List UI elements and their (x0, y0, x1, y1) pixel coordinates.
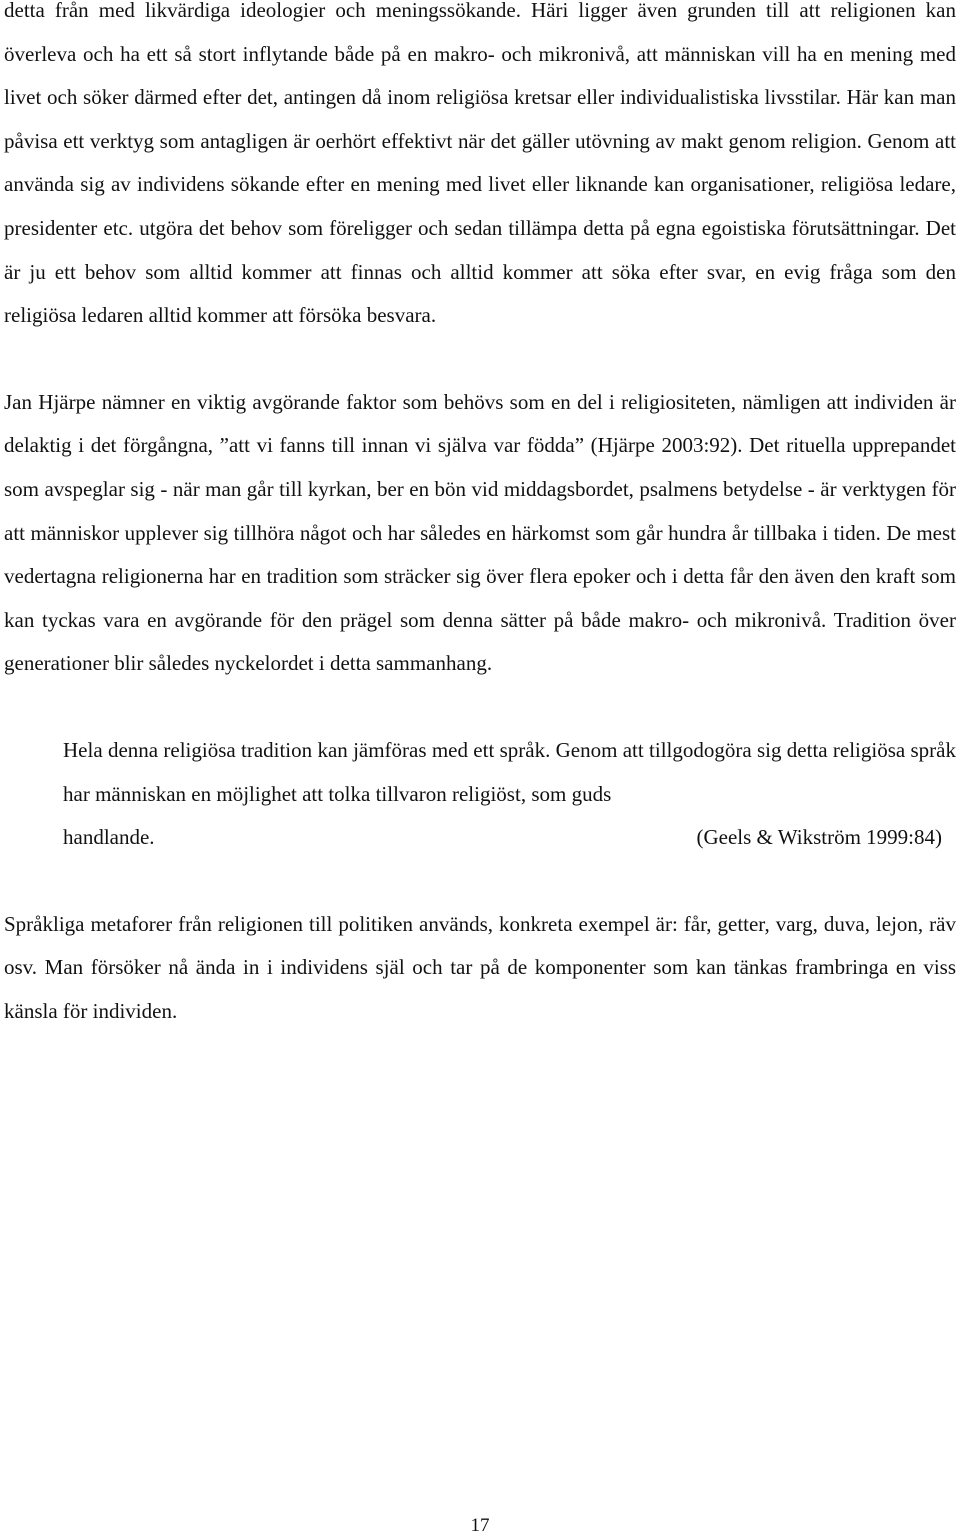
page-number: 17 (470, 1515, 490, 1536)
quote-citation: (Geels & Wikström 1999:84) (696, 825, 942, 850)
body-paragraph-2: Jan Hjärpe nämner en viktig avgörande faktor som behövs som en del i religiositeten, nämligen att individen är delaktig i det förgångna, ”att vi fanns till innan vi själva var födda” (Hjärpe 2003:92). Det rituella upprepandet som avspeglar sig - när man går till kyrkan, ber en bön vid middagsbordet, psalmens betydelse - är verktygen för att människor upplever sig tillhöra något och har således en härkomst som går hundra år tillbaka i tiden. De mest vedertagna religionerna har en tradition som sträcker sig över flera epoker och i detta får den även den kraft som kan tyckas vara en avgörande för den prägel som denna sätter på både makro- och mikronivå. Tradition över generationer blir således nyckelordet i detta sammanhang. (4, 389, 956, 676)
quote-last-line (63, 816, 956, 860)
quote-last-words: handlande. (63, 825, 155, 850)
body-paragraph-3: Språkliga metaforer från religionen till politiken används, konkreta exempel är: får, getter, varg, duva, lejon, räv osv. Man försöker nå ända in i individens själ och tar på de komponenter som kan tänkas frambringa en viss känsla för individen. (4, 911, 956, 1023)
quote-text: Hela denna religiösa tradition kan jämföras med ett språk. Genom att tillgodogöra sig detta religiösa språk har människan en möjlighet att tolka tillvaron religiöst, som guds (63, 737, 956, 806)
body-paragraph-1: detta från med likvärdiga ideologier och meningssökande. Häri ligger även grunden till att religionen kan överleva och ha ett så stort inflytande både på en makro- och mikronivå, att människan vill ha en mening med livet och söker därmed efter det, antingen då inom religiösa kretsar eller individualistiska livsstilar. Här kan man påvisa ett verktyg som antagligen är oerhört effektivt när det gäller utövning av makt genom religion. Genom att använda sig av individens sökande efter en mening med livet eller liknande kan organisationer, religiösa ledare, presidenter etc. utgöra det behov som föreligger och sedan tillämpa detta på egna egoistiska förutsättningar. Det är ju ett behov som alltid kommer att finnas och alltid kommer att söka efter svar, en evig fråga som den religiösa ledaren alltid kommer att försöka besvara. (4, 0, 956, 328)
block-quote (63, 729, 956, 860)
document-page (4, 0, 956, 1033)
